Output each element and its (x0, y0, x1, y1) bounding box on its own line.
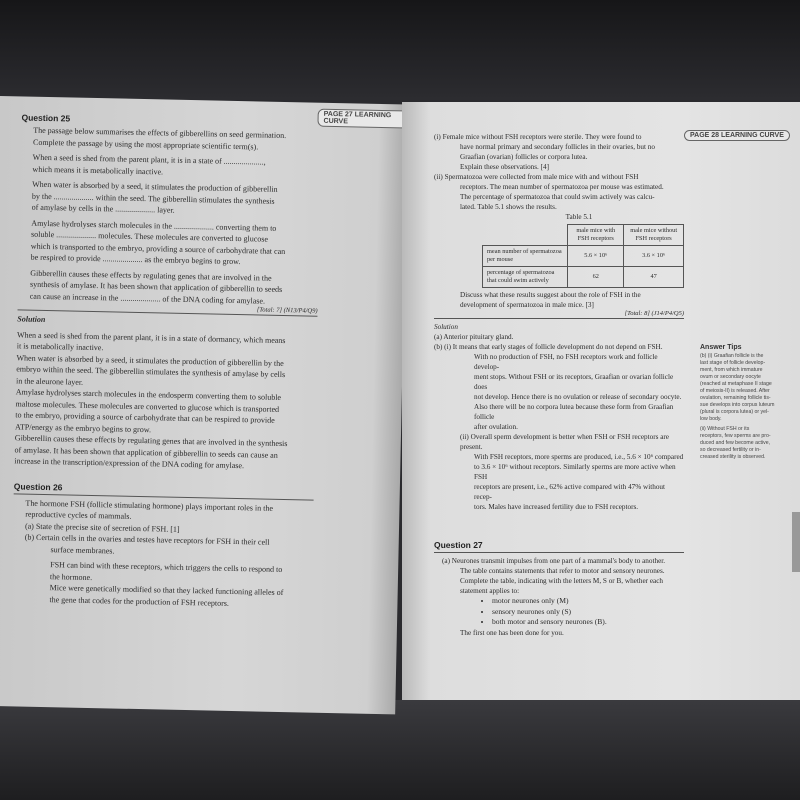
tip-line: creased sterility is observed. (700, 454, 766, 460)
q25-line: The passage below summarises the effects of gibberellins on seed germination. (33, 125, 287, 140)
list-item: • both motor and sensory neurones (B). (492, 617, 684, 628)
tip-line: so decreased fertility or in- (700, 447, 761, 453)
sol25-line: ATP/energy as the embryo begins to grow. (14, 421, 152, 434)
sol26-line: With FSH receptors, more sperms are produced, i.e., 5.6 × 10⁶ compared (474, 453, 684, 461)
tip-line: ment, from which immature (700, 367, 763, 373)
right-page-header: PAGE 28 LEARNING CURVE (684, 130, 790, 141)
q26-part-line: development of spermatozoa in male mice. [3] (460, 301, 594, 309)
sol25-line: it is metabolically inactive. (16, 341, 104, 353)
sol25-title: Solution (17, 314, 46, 324)
q26-body (11, 497, 313, 611)
sol25-line: of amylase. It has been shown that application of gibberellin to seeds can cause an (14, 444, 278, 460)
q26-part-line: receptors. The mean number of spermatozoa per mouse was estimated. (460, 183, 664, 191)
table-cell: 62 (568, 267, 624, 288)
sol26-line: tors. Males have increased fertility due to FSH receptors. (474, 503, 639, 511)
table-cell: 47 (624, 267, 684, 288)
tip-line: of meiosis-II) is released. After (700, 388, 770, 394)
q25-line: soluble .................... molecules. These molecules are converted to glucose (31, 229, 269, 244)
tip-line: sue develops into corpus luteum (700, 402, 775, 408)
tip-line: (ii) Without FSH or its (700, 426, 750, 432)
table-header: male mice with FSH receptors (568, 225, 624, 246)
table-header: male mice without FSH receptors (624, 225, 684, 246)
sol25-line: embryo within the seed. The gibberellin stimulates the synthesis of amylase by cells (16, 364, 286, 380)
q27-line: Complete the table, indicating with the letters M, S or B, whether each (460, 577, 663, 585)
q26-line: reproductive cycles of mammals. (25, 509, 132, 521)
q26-part-line: Explain these observations. [4] (460, 163, 550, 171)
sol26-line: after ovulation. (474, 423, 518, 431)
sol26-line: (ii) Overall sperm development is better when FSH or FSH receptors are present. (460, 433, 669, 451)
q25-line: which is transported to the embryo, providing a source of carbohydrate that can (30, 241, 286, 256)
sol25-line: When water is absorbed by a seed, it stimulates the production of gibberellin by the (16, 352, 284, 368)
q26-part-line: lated. Table 5.1 shows the results. (460, 203, 557, 211)
sol26-line: (b) (i) It means that early stages of follicle development do not depend on FSH. (434, 343, 663, 351)
q26-part-line: (i) Female mice without FSH receptors were sterile. They were found to (434, 133, 642, 141)
right-question-block (434, 132, 684, 638)
sol25-line: Gibberellin causes these effects by regulating genes that are involved in the synthesis (14, 433, 288, 449)
q25-line: by the .................... within the seed. The gibberellin stimulates the synthesis (31, 191, 275, 206)
q25-line: be respired to provide .................... as the embryo begins to grow. (30, 252, 241, 267)
sol25-line: increase in the transcription/expression of the DNA coding for amylase. (14, 456, 245, 471)
sol26-line: ment stops. Without FSH or its receptors, Graafian or ovarian follicle does (474, 373, 674, 391)
tip-line: receptors, few sperms are pro- (700, 433, 771, 439)
q25-line: When a seed is shed from the parent plant, it is in a state of ...................., (32, 152, 266, 167)
q26-line: surface membranes. (50, 544, 115, 555)
q25-line: of amylase by cells in the .................... layer. (31, 202, 175, 215)
q25-line: Complete the passage by using the most appropriate scientific term(s). (32, 137, 259, 151)
sol25-line: When a seed is shed from the parent plant, it is in a state of dormancy, which means (16, 329, 286, 345)
q27-line: The table contains statements that refer to motor and sensory neurones. (460, 567, 665, 575)
q25-line: which means it is metabolically inactive. (32, 164, 164, 176)
sol26-title: Solution (434, 323, 458, 331)
q26-line: the gene that codes for the production of FSH receptors. (49, 594, 230, 608)
q27-line: statement applies to: (460, 587, 520, 595)
q25-reference: [Total: 7] (N13/P4/Q9) (256, 306, 318, 315)
divider (434, 318, 684, 319)
left-page-header: PAGE 27 LEARNING CURVE (317, 109, 407, 129)
q26-part-line: The percentage of spermatozoa that could swim actively was calcu- (460, 193, 655, 201)
divider (434, 552, 684, 553)
q25-line: synthesis of amylase. It has been shown that application of gibberellin to seeds (29, 279, 283, 294)
q27-line: The first one has been done for you. (460, 628, 564, 637)
q25-line: When water is absorbed by a seed, it stimulates the production of gibberellin (32, 179, 278, 194)
sol26-line: (a) Anterior pituitary gland. (434, 333, 514, 341)
table-5-1 (482, 224, 684, 288)
q26-part-line: Discuss what these results suggest about the role of FSH in the (460, 291, 641, 299)
tip-line: last stage of follicle develop- (700, 360, 766, 366)
sol26-line: to 3.6 × 10⁶ without receptors. Similarly sperms are more active when FSH (474, 463, 676, 481)
sol25-line: in the aleurone layer. (15, 375, 84, 387)
q25-line: Amylase hydrolyses starch molecules in the .................... converting them to (31, 218, 277, 233)
q26-line: Mice were genetically modified so that they lacked functioning alleles of (49, 583, 284, 598)
sol25-line: to the embryo, providing a source of carbohydrate that can be respired to provide (15, 410, 275, 425)
q26-line: (a) State the precise site of secretion of FSH. [1] (24, 521, 180, 534)
answer-tips (700, 344, 790, 461)
q26-line: FSH can bind with these receptors, which triggers the cells to respond to (50, 560, 283, 575)
sol26-line: not develop. Hence there is no ovulation or release of secondary oocyte. (474, 393, 682, 401)
q25-line: can cause an increase in the .................... of the DNA coding for amylase. (29, 291, 266, 306)
q27-line: (a) Neurones transmit impulses from one part of a mammal's body to another. (442, 557, 666, 565)
tip-line: (reached at metaphase II stage (700, 381, 772, 387)
sol25-line: maltose molecules. These molecules are converted to glucose which is transported (15, 398, 280, 414)
q26-line: The hormone FSH (follicle stimulating hormone) plays important roles in the (25, 498, 274, 513)
q27-bullet-list (434, 596, 684, 628)
background-top (0, 0, 800, 100)
tip-line: ovulation, remaining follicle tis- (700, 395, 771, 401)
q26-reference: [Total: 8] (J14/P4/Q5) (624, 310, 684, 317)
sol26-line: Also there will be no corpora lutea because these form from Graafian follicle (474, 403, 674, 421)
tip-line: (plural is corpora lutea) or yel- (700, 409, 769, 415)
sol25-line: Amylase hydrolyses starch molecules in the endosperm converting them to soluble (15, 387, 282, 402)
q25-body (18, 124, 322, 314)
left-page (0, 96, 408, 714)
list-item: • sensory neurones only (S) (492, 607, 684, 618)
q26-line: the hormone. (49, 571, 93, 582)
list-item: • motor neurones only (M) (492, 596, 684, 607)
q26-part-line: Graafian (ovarian) follicles or corpora lutea. (460, 153, 588, 161)
right-page (402, 102, 800, 700)
q26-part-line: have normal primary and secondary follicles in their ovaries, but no (460, 143, 655, 151)
table-cell: 5.6 × 10⁶ (568, 246, 624, 267)
q26-part-line: (ii) Spermatozoa were collected from male mice with and without FSH (434, 173, 639, 181)
table-row-label: mean number of spermatozoa per mouse (483, 246, 568, 267)
answer-tips-title: Answer Tips (700, 344, 742, 351)
q26-line: (b) Certain cells in the ovaries and testes have receptors for FSH in their cell (24, 532, 270, 547)
table-cell: 3.6 × 10⁶ (624, 246, 684, 267)
left-page-content (11, 112, 321, 610)
tip-line: low body. (700, 416, 722, 422)
table-caption: Table 5.1 (565, 213, 593, 221)
sol26-line: receptors are present, i.e., 62% active compared with 47% without recep- (474, 483, 665, 501)
q27-title: Question 27 (434, 540, 483, 550)
sol26-line: With no production of FSH, no FSH receptors work and follicle develop- (474, 353, 658, 371)
edge-tab (792, 512, 800, 572)
tip-line: duced and few become active, (700, 440, 771, 446)
table-row-label: percentage of spermatozoa that could swim actively (483, 267, 568, 288)
tip-line: ovum or secondary oocyte (700, 374, 761, 380)
q25-title: Question 25 (21, 112, 71, 124)
q25-line: Gibberellin causes these effects by regulating genes that are involved in the (30, 268, 272, 283)
background-bottom (0, 700, 800, 800)
tip-line: (b) (i) Graafian follicle is the (700, 353, 764, 359)
q26-title: Question 26 (13, 480, 63, 492)
